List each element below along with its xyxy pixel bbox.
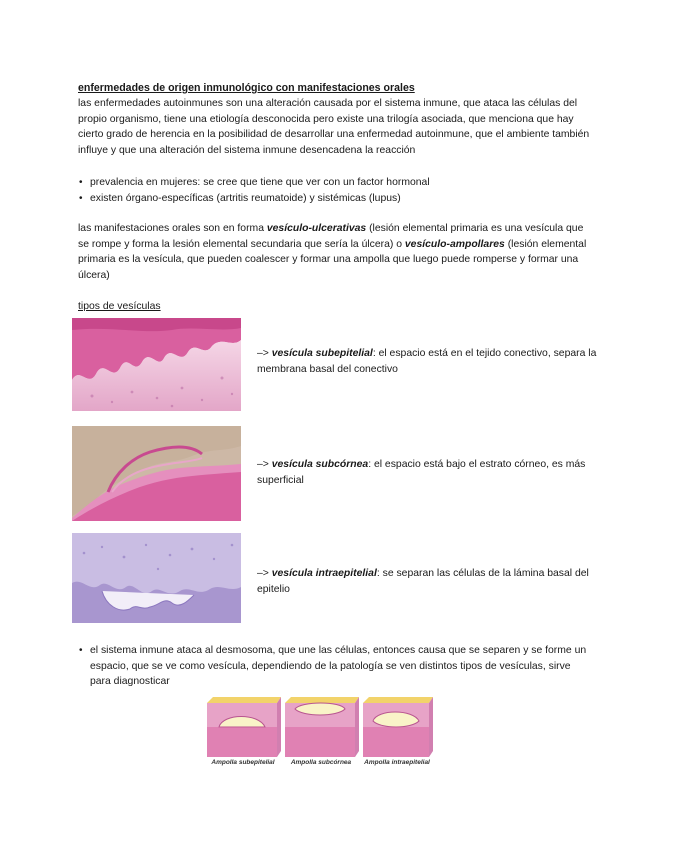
caption-desc: : el espacio está en el tejido conectivo, separa la membrana basal del conectivo bbox=[257, 348, 597, 375]
bullet-list-2 bbox=[78, 643, 593, 690]
caption-desc: : se separan las células de la lámina basal del epitelio bbox=[257, 568, 589, 595]
text-run: (lesión elemental primaria es una vesícula que se rompe y forma la lesión elemental secundaria que sería la úlcera) o bbox=[78, 223, 584, 250]
histology-subcorneal-graphic bbox=[72, 426, 241, 521]
caption-subepithelial bbox=[257, 346, 602, 377]
histology-image-subepithelial bbox=[72, 318, 241, 411]
caption-desc: : el espacio está bajo el estrato córneo, es más superficial bbox=[257, 459, 586, 486]
arrow: –> bbox=[257, 348, 272, 359]
diagram-intraepithelial bbox=[363, 697, 433, 757]
intro-paragraph: las enfermedades autoinmunes son una alteración causada por el sistema inmune, que ataca las células del propio organismo, tiene una etiología desconocida pero existe una trilogía asociada, que menciona que hay cierto grado de herencia en la posibilidad de desarrollar una enfermedad autoinmune, que el ambiente también influye y que una alteración del sistema inmune desencadena la reacción bbox=[78, 98, 590, 156]
diagram-subepithelial bbox=[207, 697, 281, 757]
list-item: • existen órgano-específicas (artritis reumatoide) y sistémicas (lupus) bbox=[78, 191, 598, 207]
document-title: enfermedades de origen inmunológico con manifestaciones orales bbox=[78, 82, 415, 94]
text-run: (lesión elemental primaria es la vesícula, que pueden coalescer y formar una ampolla que luego puede romperse y formar una úlcera) bbox=[78, 238, 587, 281]
list-item: • el sistema inmune ataca al desmosoma, que une las células, entonces causa que se separen y se forme un espacio, que se ve como vesícula, dependiendo de la patología se ven distintos tipos de vesículas, sirve para diagnosticar bbox=[78, 643, 593, 690]
section-heading: tipos de vesículas bbox=[78, 301, 161, 312]
text-run: las manifestaciones orales son en forma bbox=[78, 223, 267, 234]
histology-intraepithelial-graphic bbox=[72, 533, 241, 623]
manifestations-paragraph bbox=[78, 221, 593, 283]
list-item: • prevalencia en mujeres: se cree que tiene que ver con un factor hormonal bbox=[78, 175, 598, 191]
diagram-label-subcorneal: Ampolla subcórnea bbox=[290, 759, 352, 766]
histology-image-intraepithelial bbox=[72, 533, 241, 623]
caption-intraepithelial bbox=[257, 566, 602, 597]
term-subcorneal: vesícula subcórnea bbox=[271, 459, 369, 470]
term-intraepithelial: vesícula intraepitelial bbox=[271, 568, 377, 579]
diagram-label-subepithelial: Ampolla subepitelial bbox=[211, 759, 275, 766]
bullet-list-1 bbox=[78, 175, 598, 206]
histology-image-subcorneal bbox=[72, 426, 241, 521]
term-vesiculo-ampollares: vesículo-ampollares bbox=[404, 238, 505, 250]
arrow: –> bbox=[257, 459, 272, 470]
arrow: –> bbox=[257, 568, 272, 579]
term-subepithelial: vesícula subepitelial bbox=[271, 348, 373, 359]
vesicle-diagram bbox=[205, 697, 433, 773]
diagram-label-intraepithelial: Ampolla intraepitelial bbox=[364, 759, 430, 766]
histology-subepithelial-graphic bbox=[72, 318, 241, 411]
diagram-subcorneal bbox=[285, 697, 359, 757]
caption-subcorneal bbox=[257, 457, 602, 488]
term-vesiculo-ulcerativas: vesículo-ulcerativas bbox=[266, 223, 367, 234]
